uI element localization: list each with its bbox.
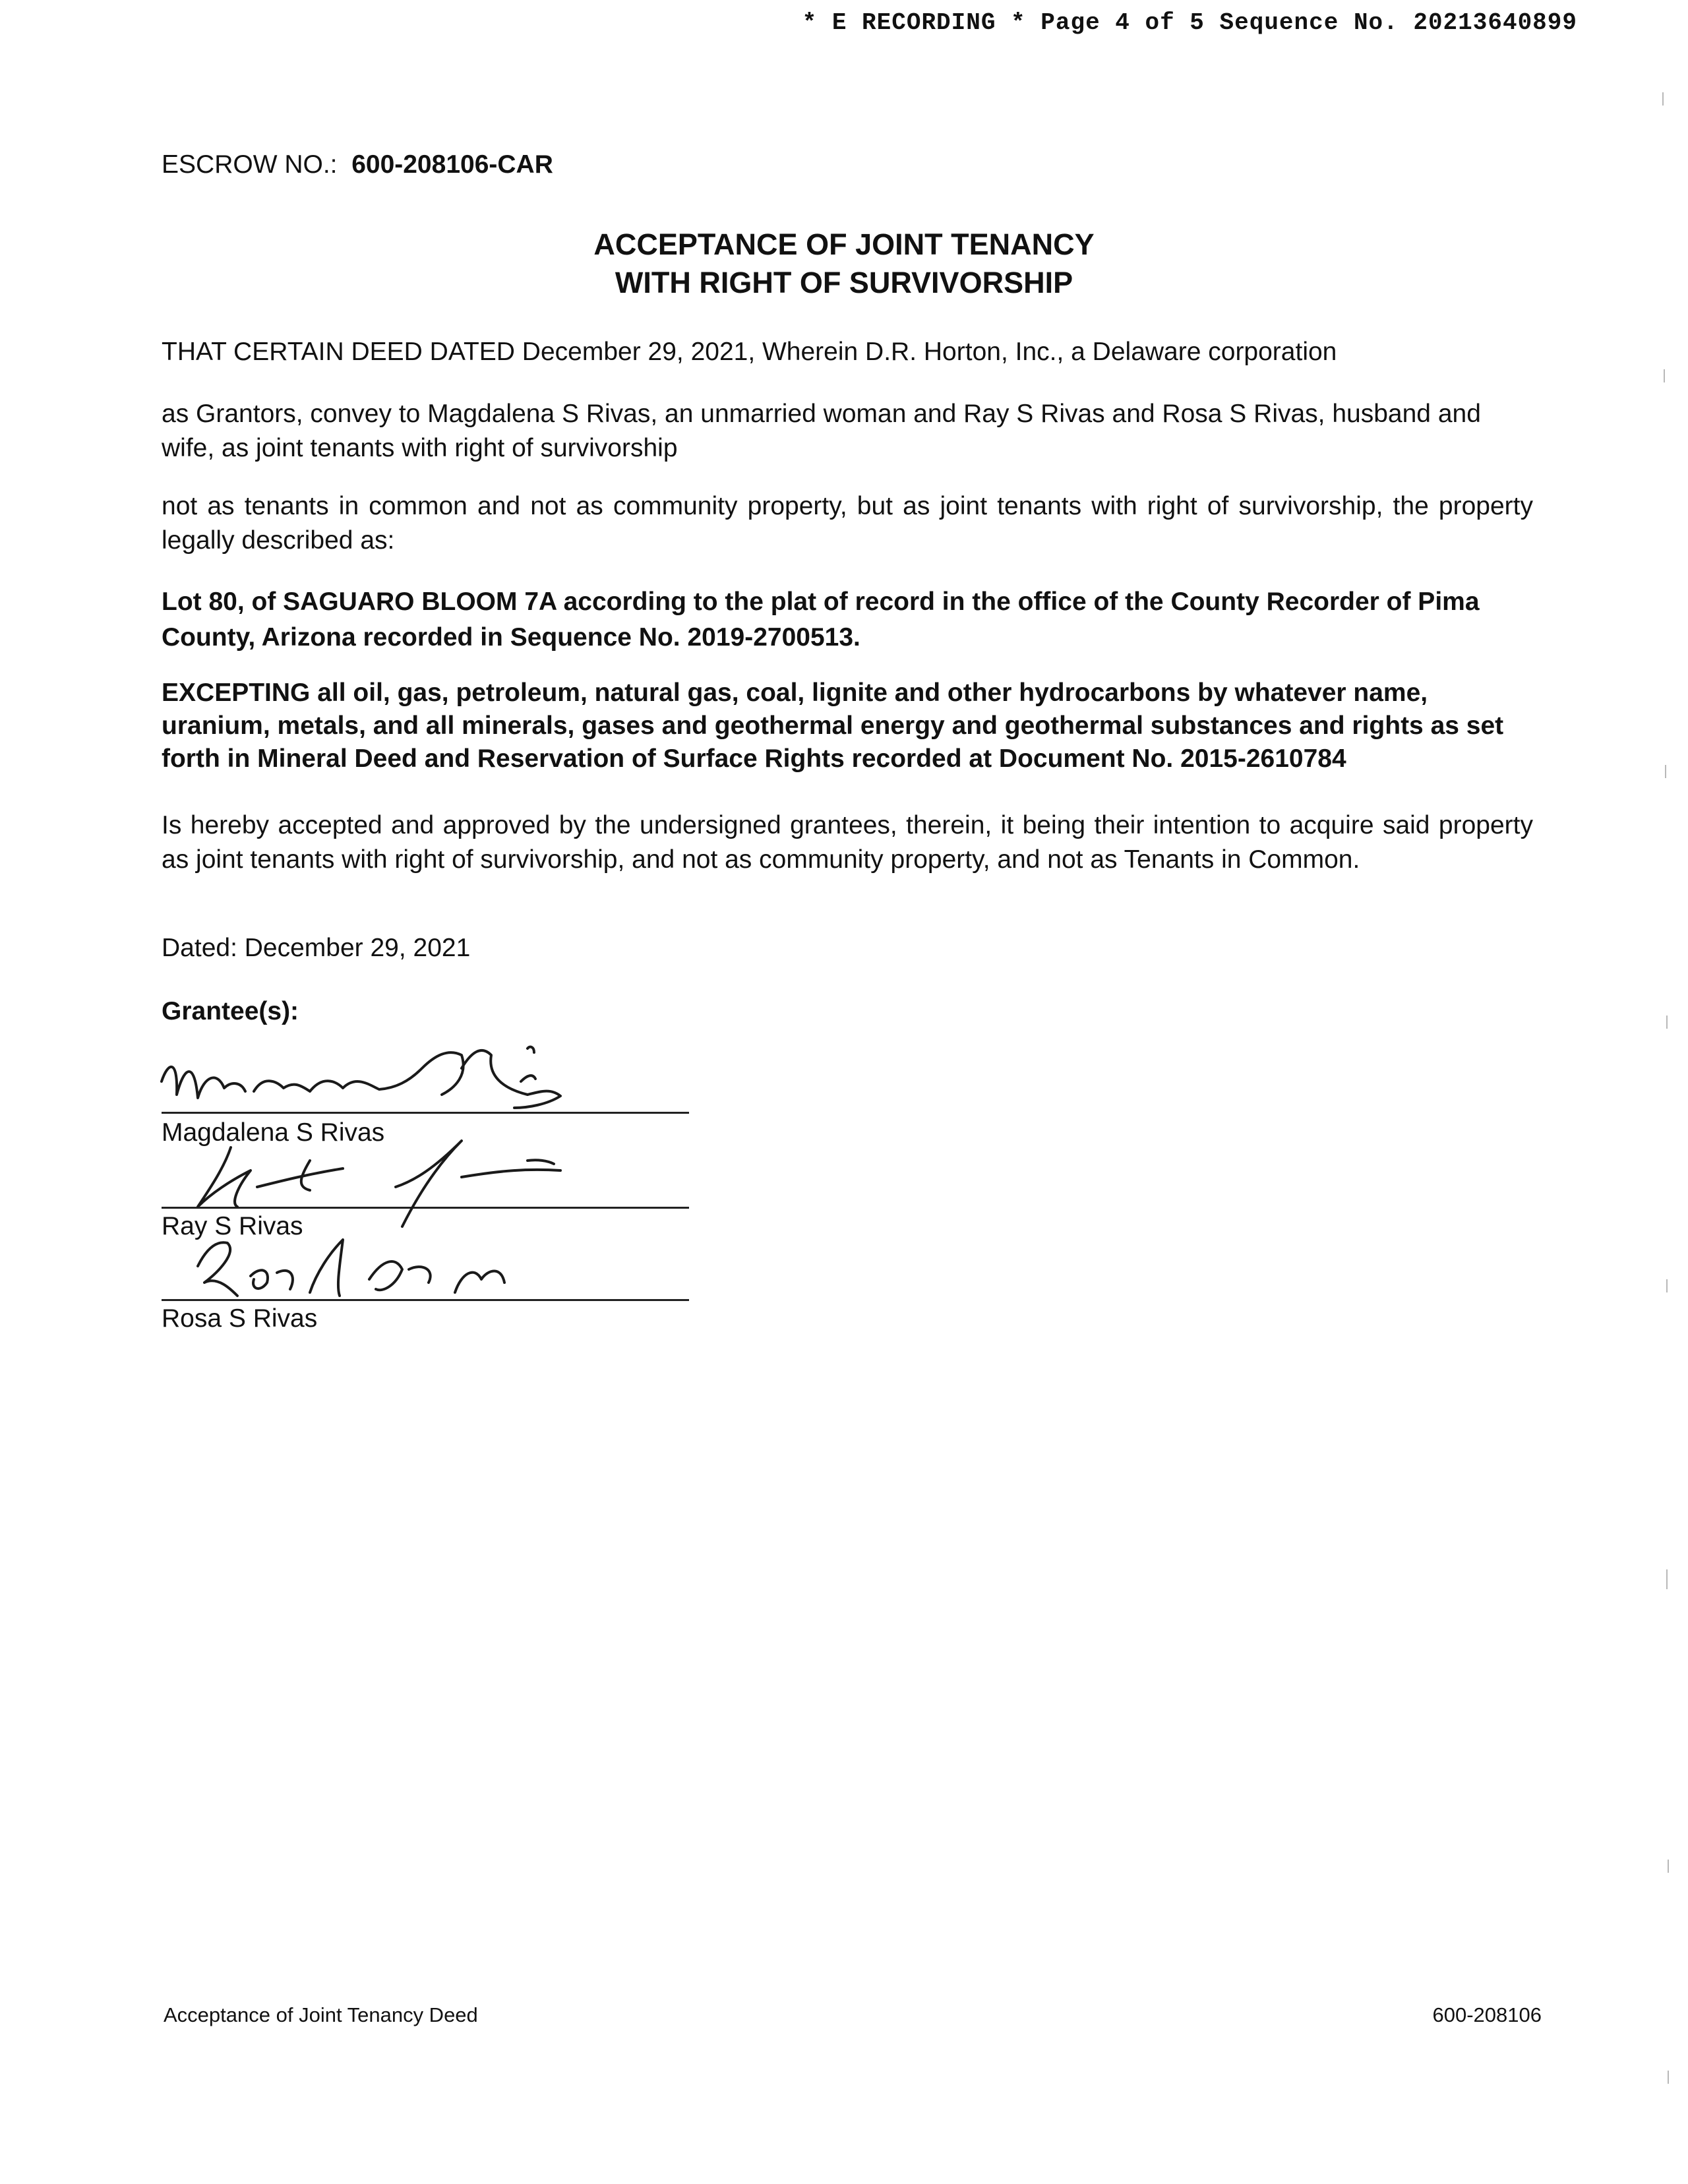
grantors-statement: as Grantors, convey to Magdalena S Rivas, an unmarried woman and Ray S Rivas and Rosa S Rivas, husband and wife, as joint tenants with right of survivorship	[162, 400, 1481, 462]
mineral-exception: EXCEPTING all oil, gas, petroleum, natural gas, coal, lignite and other hydrocarbons by whatever name, uranium, metals, and all minerals, gases and geothermal energy and geothermal substances and rights as set forth in Mineral Deed and Reservation of Surface Rights recorded at Document No. 2015-2610784	[162, 679, 1504, 773]
escrow-number: 600-208106-CAR	[351, 150, 553, 179]
dated-line: Dated: December 29, 2021	[162, 934, 471, 962]
tenancy-statement: not as tenants in common and not as community property, but as joint tenants with right of survivorship, the property legally described as:	[162, 492, 1533, 555]
recording-header: * E RECORDING * Page 4 of 5 Sequence No. 20213640899	[802, 9, 1577, 36]
legal-description: Lot 80, of SAGUARO BLOOM 7A according to the plat of record in the office of the County Recorder of Pima County, Arizona recorded in Sequence No. 2019-2700513.	[162, 588, 1480, 652]
footer-document-title: Acceptance of Joint Tenancy Deed	[164, 2003, 478, 2026]
signer-name-2: Ray S Rivas	[162, 1212, 303, 1240]
deed-statement: THAT CERTAIN DEED DATED December 29, 2021, Wherein D.R. Horton, Inc., a Delaware corporation	[162, 338, 1337, 366]
document-title-line-2: WITH RIGHT OF SURVIVORSHIP	[615, 266, 1073, 299]
signer-name-3: Rosa S Rivas	[162, 1304, 318, 1333]
escrow-label: ESCROW NO.:	[162, 150, 338, 179]
signer-name-1: Magdalena S Rivas	[162, 1118, 385, 1147]
grantees-label: Grantee(s):	[162, 997, 299, 1025]
footer-file-number: 600-208106	[1432, 2003, 1542, 2026]
acceptance-statement: Is hereby accepted and approved by the undersigned grantees, therein, it being their intention to acquire said property as joint tenants with right of survivorship, and not as community property, and not as Tenants in Common.	[162, 811, 1533, 874]
document-title-line-1: ACCEPTANCE OF JOINT TENANCY	[593, 228, 1095, 261]
